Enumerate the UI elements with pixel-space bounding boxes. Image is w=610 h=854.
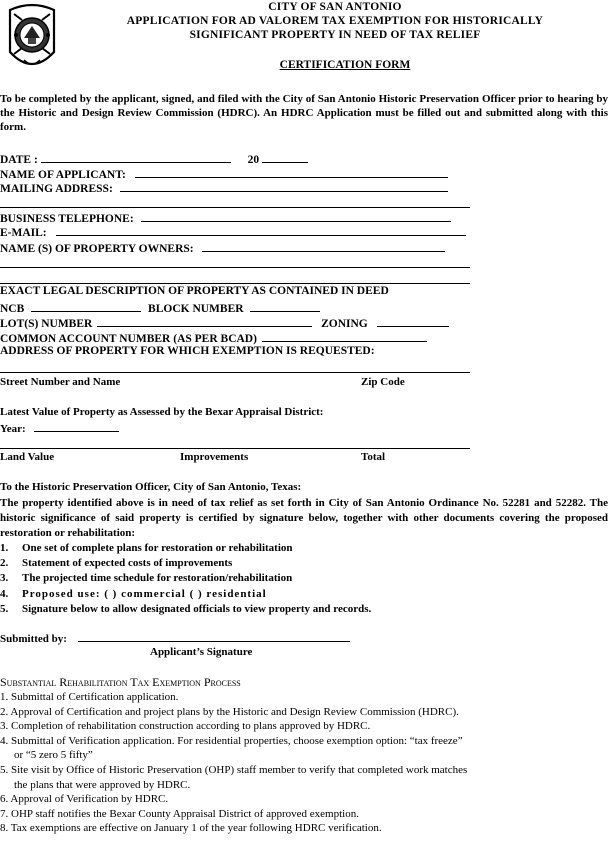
lots-label: LOT(S) NUMBER [0, 318, 93, 330]
signature-label: Applicant’s Signature [150, 646, 253, 658]
owners-row [0, 240, 445, 255]
date-row [0, 151, 308, 166]
zoning-label: ZONING [321, 318, 368, 330]
list-item: 3. The projected time schedule for restoration/rehabilitation [0, 572, 293, 585]
process-step: 4. Submittal of Verification application. For residential properties, choose exemption option: “tax freeze” or “5 zero 5 fifty” [0, 734, 463, 762]
mailing-field[interactable] [120, 180, 448, 192]
certification-body: The property identified above is in need of tax relief as set forth in City of San Antonio Ordinance No. 52281 and 52282. The historic significance of said property is certified by signature below, together with other documents covering the proposed restoration or rehabilitation: [0, 497, 608, 540]
owners-field-line2[interactable] [0, 267, 470, 268]
phone-label: BUSINESS TELEPHONE: [0, 213, 134, 225]
document-list [0, 541, 371, 617]
email-label: E-MAIL: [0, 227, 47, 239]
year-label: Year: [0, 423, 26, 435]
process-title: Substantial Rehabilitation Tax Exemption Process [0, 675, 241, 689]
date-field[interactable] [41, 151, 231, 163]
phone-field[interactable] [141, 210, 451, 222]
list-item: 4. Proposed use: ( ) commercial ( ) residential [0, 587, 267, 600]
zoning-field[interactable] [377, 315, 449, 327]
owners-field[interactable] [202, 240, 445, 252]
account-label: COMMON ACCOUNT NUMBER (AS PER BCAD) [0, 333, 257, 345]
owners-label: NAME (S) OF PROPERTY OWNERS: [0, 243, 194, 255]
applicant-row [0, 166, 448, 181]
address-heading: ADDRESS OF PROPERTY FOR WHICH EXEMPTION IS REQUESTED: [0, 345, 375, 357]
zip-label: Zip Code [361, 376, 405, 388]
submitted-by-label: Submitted by: [0, 633, 67, 645]
ncb-row [0, 300, 320, 315]
process-step: 5. Site visit by Office of Historic Preservation (OHP) staff member to verify that completed work matches the plans that were approved by HDRC. [0, 763, 468, 791]
date-year-field[interactable] [262, 151, 308, 163]
email-row [0, 224, 466, 239]
year-row [0, 420, 119, 435]
mailing-label: MAILING ADDRESS: [0, 183, 113, 195]
process-step: 6. Approval of Verification by HDRC. [0, 793, 169, 806]
process-step: 7. OHP staff notifies the Bexar County Appraisal District of approved exemption. [0, 807, 359, 820]
values-field[interactable] [0, 448, 470, 449]
land-value-label: Land Value [0, 451, 55, 463]
phone-row [0, 210, 451, 225]
lots-field[interactable] [97, 315, 312, 327]
ncb-field[interactable] [31, 300, 141, 312]
signature-field[interactable] [78, 630, 350, 642]
account-row [0, 330, 427, 345]
process-step: 1. Submittal of Certification application. [0, 691, 179, 703]
certification-addressee: To the Historic Preservation Officer, City of San Antonio, Texas: [0, 481, 302, 493]
form-title: CERTIFICATION FORM [279, 59, 411, 71]
legal-description-heading: EXACT LEGAL DESCRIPTION OF PROPERTY AS CONTAINED IN DEED [0, 285, 389, 297]
date-label: DATE : [0, 154, 38, 166]
applicant-field[interactable] [135, 166, 448, 178]
total-label: Total [361, 451, 386, 463]
account-field[interactable] [262, 330, 427, 342]
header-title-line1: APPLICATION FOR AD VALOREM TAX EXEMPTION FOR HISTORICALLY [126, 15, 544, 27]
header-city: CITY OF SAN ANTONIO [268, 1, 402, 13]
email-field[interactable] [56, 224, 466, 236]
process-step: 3. Completion of rehabilitation construction according to plans approved by HDRC. [0, 720, 371, 733]
street-label: Street Number and Name [0, 376, 121, 388]
year-field[interactable] [34, 420, 119, 432]
address-field[interactable] [0, 372, 470, 373]
applicant-label: NAME OF APPLICANT: [0, 169, 126, 181]
list-item: 1. One set of complete plans for restoration or rehabilitation [0, 542, 293, 554]
year-prefix: 20 [247, 154, 260, 166]
process-step: 2. Approval of Certification and project plans by the Historic and Design Review Commission (HDRC). [0, 705, 459, 718]
latest-value-label: Latest Value of Property as Assessed by the Bexar Appraisal District: [0, 406, 324, 418]
header-title-line2: SIGNIFICANT PROPERTY IN NEED OF TAX RELIEF [189, 29, 481, 41]
mailing-row [0, 180, 448, 195]
block-label: BLOCK NUMBER [148, 303, 244, 315]
submitted-by-row [0, 630, 350, 645]
lots-row [0, 315, 449, 330]
improvements-label: Improvements [180, 451, 249, 463]
process-step: 8. Tax exemptions are effective on January 1 of the year following HDRC verification. [0, 822, 382, 835]
owners-field-line3[interactable] [0, 283, 470, 284]
process-steps [0, 690, 470, 836]
list-item: 5. Signature below to allow designated officials to view property and records. [0, 602, 372, 615]
proposed-use-options[interactable]: Proposed use: ( ) commercial ( ) residential [22, 587, 267, 600]
intro-paragraph: To be completed by the applicant, signed, and filed with the City of San Antonio Historic Preservation Officer prior to hearing by the Historic and Design Review Commission (HDRC). An HDRC Application must be filled out and submitted along with this form. [0, 93, 608, 133]
list-item: 2. Statement of expected costs of improvements [0, 557, 233, 570]
ncb-label: NCB [0, 303, 25, 315]
block-field[interactable] [250, 300, 320, 312]
mailing-field-line2[interactable] [0, 207, 470, 208]
form-header [60, 0, 610, 42]
